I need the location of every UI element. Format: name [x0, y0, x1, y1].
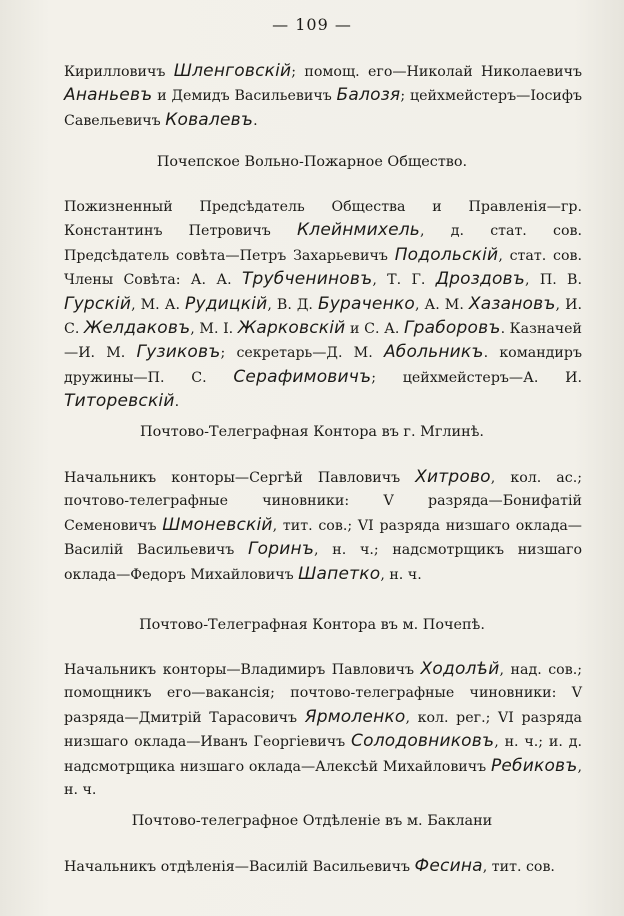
person-surname: Подольскій	[394, 244, 499, 265]
text-run: , И. С.	[64, 296, 582, 338]
person-surname: Гурскій	[64, 293, 132, 314]
paragraph-fire-society-members	[64, 196, 582, 415]
heading-pochep-fire-society: Почепское Вольно-Пожарное Общество.	[156, 154, 468, 170]
person-surname: Балозя	[336, 85, 401, 106]
text-run: . Казначей—И. М.	[64, 321, 583, 362]
person-surname: Ходолѣй	[420, 659, 500, 679]
text-run: , А. М.	[414, 296, 469, 313]
person-surname: Граборовъ	[403, 318, 501, 339]
person-surname: Ребиковъ	[490, 755, 578, 776]
text-run: , н. ч.; и. д. надсмотрщика низшаго оклада—Алексѣй Михайловичъ	[64, 734, 582, 775]
text-run: , кол. рег.; VI разряда низшаго оклада—Иванъ Георгіевичъ	[64, 709, 582, 751]
heading-pochep-post-office: Почтово-Телеграфная Контора въ м. Почепѣ.	[139, 617, 485, 633]
text-run: , н. ч.	[64, 758, 582, 799]
heading-mglin-post-office: Почтово-Телеграфная Контора въ г. Мглинѣ.	[140, 424, 484, 440]
person-surname: Шапетко	[298, 563, 381, 584]
text-run: .	[253, 112, 258, 129]
page-number: — 109 —	[272, 15, 352, 34]
text-run: , тит. сов.	[482, 859, 555, 875]
text-run: , М. А.	[131, 296, 186, 313]
text-run: , Т. Г.	[372, 272, 436, 289]
person-surname: Гузиковъ	[136, 342, 221, 363]
text-run: , н. ч.; надсмотрщикъ низшаго оклада—Федоръ Михайловичъ	[64, 542, 582, 583]
text-run: и С. А.	[345, 321, 404, 338]
text-run: , В. Д.	[267, 296, 318, 313]
text-run: и Демидъ Васильевичъ	[152, 88, 337, 105]
text-run: Начальникъ отдѣленія—Василій Васильевичъ	[64, 859, 415, 875]
person-surname: Рудицкій	[185, 293, 268, 314]
text-run: , над. сов.; помощникъ его—вакансія; почтово-телеграфные чиновники: V разряда—Дмитрій Тарасовичъ	[64, 662, 582, 726]
person-surname: Ярмоленко	[304, 706, 406, 727]
person-surname: Хазановъ	[468, 293, 556, 314]
person-surname: Клейнмихель	[296, 220, 421, 241]
person-surname: Ковалевъ	[165, 109, 254, 130]
text-run: ; помощ. его—Николай Николаевичъ	[291, 64, 582, 80]
person-surname: Дроздовъ	[435, 269, 525, 290]
text-run: , н. ч.	[380, 566, 422, 583]
person-surname: Ананьевъ	[64, 85, 153, 106]
person-surname: Шленговскій	[173, 61, 292, 81]
text-run: ; секретарь—Д. М.	[220, 345, 384, 362]
heading-baklan-post-branch: Почтово-телеграфное Отдѣленіе въ м. Баклани	[131, 813, 493, 829]
person-surname: Желдаковъ	[83, 318, 191, 339]
paragraph-mglin-post-staff	[64, 466, 582, 587]
text-run: , д. стат. сов. Предсѣдатель совѣта—Петръ Захарьевичъ	[64, 223, 582, 264]
text-run: , М. І.	[190, 321, 238, 338]
text-run: .	[174, 394, 180, 411]
text-run: Пожизненный Предсѣдатель Общества и Правленія—гр. Константинъ Петровичъ	[64, 199, 582, 240]
text-run: , кол. ас.; почтово-телеграфные чиновники: V разряда—Бонифатій Семеновичъ	[64, 470, 583, 534]
person-surname: Абольникъ	[383, 342, 484, 363]
paragraph-baklan-post-staff	[64, 855, 582, 879]
text-run: , П. В.	[525, 272, 582, 289]
text-run: , тит. сов.; VI разряда низшаго оклада—Василій Васильевичъ	[64, 517, 582, 559]
text-run: . командиръ дружины—П. С.	[64, 345, 582, 386]
text-run: Кирилловичъ	[64, 64, 174, 80]
person-surname: Горинъ	[248, 539, 315, 560]
person-surname: Фесина	[414, 856, 483, 876]
person-surname: Серафимовичъ	[233, 366, 372, 387]
text-run: Начальникъ конторы—Владимиръ Павловичъ	[64, 662, 421, 678]
paragraph-fire-staff-continuation	[64, 60, 582, 133]
person-surname: Солодовниковъ	[351, 731, 495, 752]
person-surname: Жарковскій	[237, 318, 346, 339]
person-surname: Шмоневскій	[162, 514, 273, 535]
person-surname: Бураченко	[317, 293, 415, 314]
person-surname: Трубчениновъ	[241, 269, 373, 290]
paragraph-pochep-post-staff	[64, 658, 582, 802]
person-surname: Титоревскій	[64, 391, 175, 412]
text-run: ; цейхмейстеръ—А. И.	[371, 369, 582, 386]
person-surname: Хитрово	[415, 467, 491, 487]
text-run: , стат. сов. Члены Совѣта: А. А.	[64, 247, 582, 289]
text-run: ; цейхмейстеръ—Іосифъ Савельевичъ	[64, 88, 582, 129]
text-run: Начальникъ конторы—Сергѣй Павловичъ	[64, 470, 416, 486]
